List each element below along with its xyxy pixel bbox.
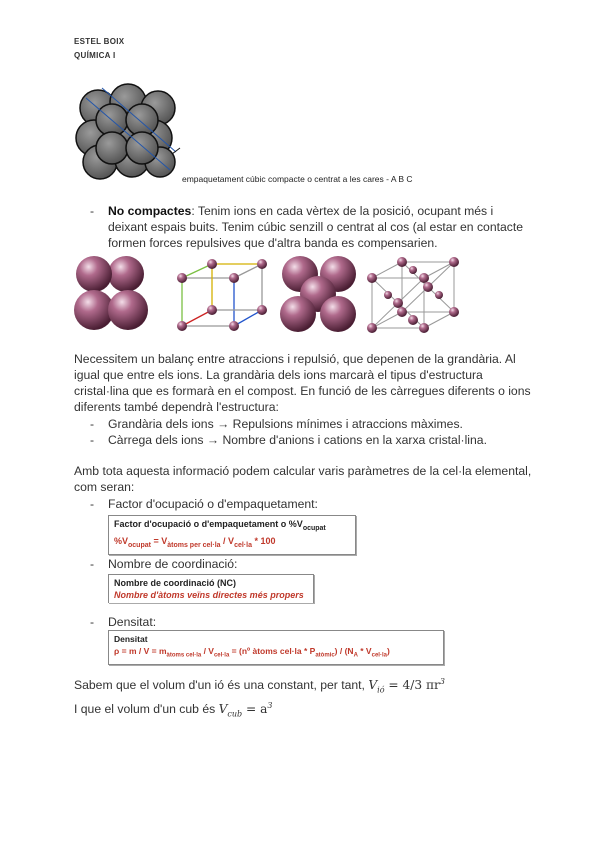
crystal-structures-image — [72, 252, 472, 336]
factor-box-formula: $\%V_{ocupat} = V_{àtoms per cel\cdot la} / V_{cel\cdot la} * 100$ — [114, 535, 276, 549]
no-compactes-text: : Tenim ions en cada vèrtex de la posició, ocupant més i deixant espais buits. Tenim cúbic senzill o centrat al cos (al estar en contacte formen forces repulsives que d'altra banda es compensarien. — [108, 204, 524, 250]
author-name: ESTEL BOIX — [74, 37, 125, 46]
volume-cub-formula: $V_{cub} = a^3$ — [218, 701, 273, 719]
bullet-dash: - — [90, 417, 95, 431]
list-item-size: Grandària dels ions → Repulsions mínimes i atraccions màximes. — [108, 417, 463, 431]
nc-box-title: Nombre de coordinació (NC) — [114, 578, 237, 588]
factor-ocupacio-box — [108, 515, 356, 555]
bullet-dash: - — [90, 557, 95, 571]
nc-box-description: Nombre d'àtoms veïns directes més propers — [114, 590, 304, 600]
bullet-dash: - — [90, 497, 95, 511]
param-density-label: Densitat: — [108, 615, 157, 629]
list-item-charge: Càrrega dels ions → Nombre d'anions i cations en la xarxa cristal·lina. — [108, 433, 487, 447]
paragraph-balance-line-1: Necessitem un balanç entre atraccions i repulsió, que depenen de la grandària. Al — [74, 352, 516, 366]
densitat-box — [108, 630, 444, 665]
volume-ion-line: Sabem que el volum d'un ió és una constant, per tant, $V_{ió} = 4/3$ $\pi r^3$ — [74, 677, 445, 695]
term-no-compactes: No compactes — [108, 204, 192, 218]
bullet-dash: - — [90, 433, 95, 447]
bullet-dash: - — [90, 204, 95, 218]
fcc-packing-image — [72, 78, 182, 180]
density-box-title: Densitat — [114, 634, 148, 644]
volume-ion-formula: $V_{ió} = 4/3$ $\pi r^3$ — [368, 677, 445, 695]
bullet-dash: - — [90, 615, 95, 629]
paragraph-balance-line-2: igual que entre els ions. La grandària dels ions marcarà el tipus d'estructura — [74, 368, 483, 382]
param-factor-label: Factor d'ocupació o d'empaquetament: — [108, 497, 318, 511]
paragraph-balance-line-4: diferents també dependrà l'estructura: — [74, 400, 279, 414]
density-box-formula: $\rho = m / V = m_{àtoms cel\cdot la} / V_{cel\cdot la}$ = (nº àtoms $cel\cdot la * P_{atòmic}) / (N_A * V_{cel\cdot la})$ — [114, 646, 390, 659]
factor-box-title: Factor d'ocupació o d'empaquetament o $\%V_{ocupat}$ — [114, 519, 326, 532]
nombre-coordinacio-box — [108, 574, 314, 603]
paragraph-params-line-1: Amb tota aquesta informació podem calcular varis paràmetres de la cel·la elemental, — [74, 464, 532, 478]
paragraph-params-line-2: com seran: — [74, 480, 135, 494]
volume-cub-line: I que el volum d'un cub és $V_{cub} = a^3$ — [74, 701, 273, 719]
subject-name: QUÍMICA I — [74, 51, 116, 60]
param-nc-label: Nombre de coordinació: — [108, 557, 238, 571]
figure-caption: empaquetament cúbic compacte o centrat a les cares - A B C — [182, 174, 413, 184]
paragraph-balance-line-3: cristal·lina que es formarà en el compost. En funció de les càrregues diferents o ions — [74, 384, 531, 398]
no-compactes-item — [108, 203, 528, 251]
